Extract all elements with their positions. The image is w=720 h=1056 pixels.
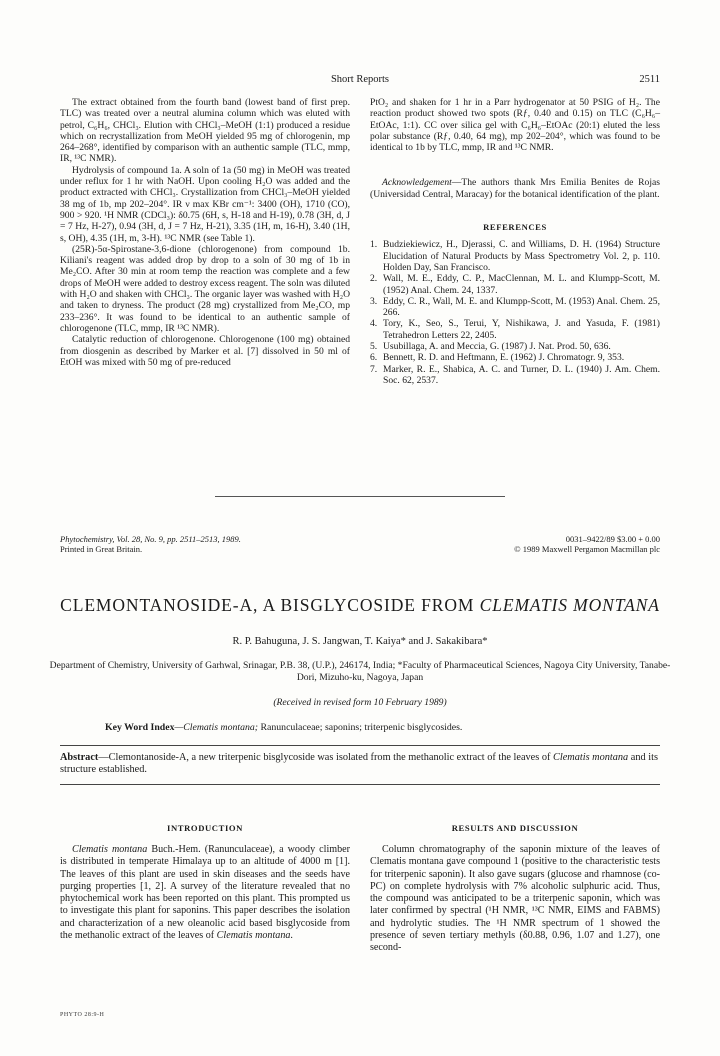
results-body (370, 844, 660, 954)
acknowledgement-label: Acknowledgement (382, 177, 452, 189)
reference-text: Bennett, R. D. and Heftmann, E. (1962) J. Chromatogr. 9, 353. (383, 352, 625, 364)
reference-item (370, 318, 660, 341)
introduction-species: Clematis montana (72, 844, 148, 855)
abstract-species: Clematis montana (552, 752, 629, 763)
reference-number: 3. (370, 295, 378, 307)
results-heading: RESULTS AND DISCUSSION (451, 823, 579, 833)
reference-text: Wall, M. E., Eddy, C. P., MacClennan, M. L. and Klumpp-Scott, M. (1952) Anal. Chem. 24, 1337. (383, 273, 660, 296)
reference-list (370, 239, 660, 386)
reference-item (370, 273, 660, 296)
received-date: (Received in revised form 10 February 1989) (273, 697, 447, 708)
reference-item (370, 341, 660, 352)
abstract-top-rule (60, 745, 660, 746)
paragraph-hydrolysis: Hydrolysis of compound 1a. A soln of 1a (50 mg) in MeOH was treated under reflux for 1 hr with NaOH. Upon cooling H₂O was added and the product extracted with CHCl₃. Crystallization from CHCl₃–MeOH yielded 38 mg of 1b, mp 202–204°. IR ν max KBr cm⁻¹: 3400 (OH), 1710 (CO), 900 > 920. ¹H NMR (CDCl₃): δ0.75 (6H, s, H-18 and H-19), 0.78 (3H, d, J = 7 Hz, H-27), 0.94 (3H, d, J = 7 Hz, H-21), 3.35 (1H, m, 16-H), 3.40 (1H, s, OH), 4.35 (1H, m, 3-H). ¹³C NMR (see Table 1). (60, 164, 350, 244)
reference-item (370, 296, 660, 319)
introduction-heading: INTRODUCTION (167, 823, 243, 833)
abstract (60, 752, 660, 777)
introduction-text: Buch.-Hem. (Ranunculaceae), a woody climber is distributed in temperate Himalaya up to an altitude of 4000 m [1]. The leaves of this plant are used in skin diseases and the seeds have purging properties [1, 2]. A survey of the literature revealed that no phytochemical work has been reported on this plant. This prompted us to investigate this plant for saponins. This paper describes the isolation and characterization of a new oleanolic acid based bisglycoside from the methanolic extract of the leaves of (60, 844, 350, 941)
paragraph-reduction-cont: PtO₂ and shaken for 1 hr in a Parr hydrogenator at 50 PSIG of H₂. The reaction product showed two spots (Rƒ, 0.40 and 0.15) on TLC (C₆H₆–EtOAc, 1:1). CC over silica gel with C₆H₆–EtOAc (20:1) eluted the less polar substance (Rƒ, 0.40, 64 mg), mp 202–204°, which was found to be identical to 1b by TLC, mmp, IR and ¹³C NMR. (370, 97, 660, 154)
printed-in: Printed in Great Britain. (60, 544, 143, 554)
reference-item (370, 364, 660, 387)
reference-text: Eddy, C. R., Wall, M. E. and Klumpp-Scott, M. (1953) Anal. Chem. 25, 266. (383, 295, 660, 319)
paragraph-chlorogenone: (25R)-5α-Spirostane-3,6-dione (chlorogenone) from compound 1b. Kiliani's reagent was added drop by drop to a soln of 30 mg of 1b in Me₂CO. After 30 min at room temp the reaction was complete and a few drops of MeOH were added to destroy excess reagent. The soln was diluted with H₂O and shaken with CHCl₃. The organic layer was washed with H₂O and taken to dryness. The product (28 mg) crystallized from Me₂CO, mp 233–236°. It was found to be identical to an authentic sample of chlorogenone (TLC, mmp, IR ¹³C NMR). (60, 243, 350, 334)
keywords-list: Ranunculaceae; saponins; triterpenic bisglycosides. (258, 722, 463, 733)
results-section (370, 823, 660, 954)
issn-info (514, 534, 660, 554)
introduction-period: . (290, 929, 293, 941)
author-list: R. P. Bahuguna, J. S. Jangwan, T. Kaiya* and J. Sakakibara* (232, 636, 488, 647)
right-column (370, 97, 660, 386)
results-text: Column chromatography of the saponin mixture of the leaves of Clematis montana gave compound 1 (positive to the characteristic tests for triterpenic saponin). It also gave sugars (glucose and rhamnose (co-PC) on complete hydrolysis with 7% alcoholic sulphuric acid. Thus, the compound was anticipated to be a triterpenic saponin, which was later confirmed by spectral (¹H NMR, ¹³C NMR, EIMS and FABMS) and hydrolytic studies. The ¹H NMR spectrum of 1 showed the presence of seven tertiary methyls (δ0.88, 0.96, 1.07 and 1.27), one second- (370, 844, 660, 953)
article-title-species: CLEMATIS MONTANA (479, 595, 660, 615)
article-title (40, 595, 680, 616)
section-separator (215, 496, 505, 497)
introduction-species-end: Clematis montana (216, 929, 291, 941)
reference-number: 4. (370, 318, 378, 330)
keywords-label: Key Word Index (105, 722, 175, 733)
reference-number: 7. (370, 363, 378, 375)
paragraph-catalytic-reduction: Catalytic reduction of chlorogenone. Chlorogenone (100 mg) obtained from diosgenin as described by Marker et al. [7] dissolved in 50 ml of EtOH was mixed with 50 mg of pre-reduced (60, 334, 350, 368)
page-number: 2511 (639, 74, 660, 85)
running-title: Short Reports (330, 74, 390, 85)
journal-citation: Phytochemistry, Vol. 28, No. 9, pp. 2511–2513, 1989. (60, 534, 241, 544)
article-title-text: CLEMONTANOSIDE-A, A BISGLYCOSIDE FROM (60, 595, 480, 615)
keywords-species: —Clematis montana; (174, 722, 259, 733)
affiliation: Department of Chemistry, University of Garhwal, Srinagar, P.B. 38, (U.P.), 246174, India; *Faculty of Pharmaceutical Sciences, Nagoya City University, Tanabe-Dori, Mizuho-ku, Nagoya, Japan (49, 660, 671, 683)
reference-text: Budziekiewicz, H., Djerassi, C. and Williams, D. H. (1964) Structure Elucidation of Natural Products by Mass Spectrometry Vol. 2, p. 110. Holden Day, San Francisco. (383, 239, 660, 273)
copyright: © 1989 Maxwell Pergamon Macmillan plc (514, 544, 660, 554)
reference-number: 5. (370, 341, 378, 353)
reference-item (370, 352, 660, 363)
acknowledgement-text: —The authors thank Mrs Emilia Benites de Rojas (Universidad Central, Maracay) for the botanical identification of the plant. (370, 177, 660, 200)
introduction-section (60, 823, 350, 942)
abstract-end: and its structure established. (60, 752, 658, 776)
reference-number: 1. (370, 239, 378, 251)
reference-number: 2. (370, 273, 378, 285)
acknowledgement (370, 177, 660, 200)
keyword-index (105, 722, 665, 733)
reference-text: Usubillaga, A. and Meccia, G. (1987) J. Nat. Prod. 50, 636. (383, 341, 611, 353)
references-heading: REFERENCES (483, 222, 547, 233)
abstract-bottom-rule (60, 784, 660, 785)
journal-info (60, 534, 241, 554)
introduction-body (60, 844, 350, 942)
issn-price: 0031–9422/89 $3.00 + 0.00 (565, 534, 660, 544)
abstract-text: —Clemontanoside-A, a new triterpenic bisglycoside was isolated from the methanolic extract of the leaves of (98, 752, 553, 763)
abstract-label: Abstract (60, 752, 99, 763)
reference-item (370, 239, 660, 273)
reference-text: Marker, R. E., Shabica, A. C. and Turner, D. L. (1940) J. Am. Chem. Soc. 62, 2537. (383, 363, 660, 386)
left-column (60, 97, 350, 368)
paragraph-chlorogenin: The extract obtained from the fourth band (lowest band of first prep. TLC) was treated over a neutral alumina column which was eluted with petrol, C₆H₆, CHCl₃. Elution with CHCl₃–MeOH (1:1) produced a residue which on recrystallization from MeOH yielded 95 mg of chlorogenin, mp 264–268°, identified by comparison with an authentic sample (TLC, mmp, IR, ¹³C NMR). (60, 97, 350, 165)
reference-number: 6. (370, 352, 378, 364)
running-header (60, 74, 660, 88)
footer-code: PHYTO 28:9-H (60, 1012, 105, 1018)
reference-text: Tory, K., Seo, S., Terui, Y, Nishikawa, J. and Yasuda, F. (1981) Tetrahedron Letters 22, 2405. (383, 318, 660, 341)
